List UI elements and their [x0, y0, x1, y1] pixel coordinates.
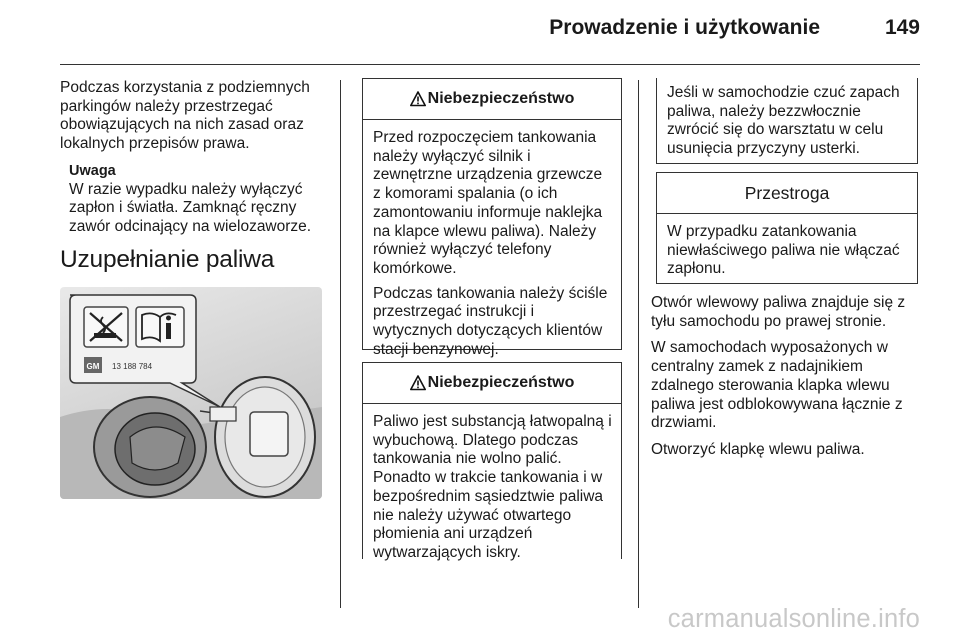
danger-box-2-continued-text: Jeśli w samochodzie czuć zapach paliwa, należy bezzwłocznie zwrócić się do warsztatu w celu usunięcia przyczyny usterki. — [667, 84, 900, 158]
caution-box-text: W przypadku zatankowania niewłaściwego paliwa nie włączać zapłonu. — [667, 223, 900, 278]
header-divider — [60, 64, 920, 65]
warning-triangle-icon — [410, 91, 426, 107]
caution-box-title: Przestroga — [744, 182, 830, 203]
right-paragraph-1: Otwór wlewowy paliwa znajduje się z tyłu samochodu po prawej stronie. — [651, 294, 906, 330]
intro-paragraph: Podczas korzystania z podziemnych parkingów należy przestrzegać obowiązujących na nich zasad oraz lokalnych przepisów prawa. — [60, 79, 310, 153]
page-header — [0, 0, 960, 66]
note-text: W razie wypadku należy wyłączyć zapłon i światła. Zamknąć ręczny zawór odcinający na wielozaworze. — [69, 180, 312, 235]
fuel-flap-figure — [60, 287, 322, 499]
danger-box-2-header — [363, 363, 621, 404]
note-block — [60, 162, 332, 237]
danger-box-2-continued-body — [657, 78, 917, 169]
danger-box-1-text-1: Przed rozpoczęciem tankowania należy wyłączyć silnik i zewnętrzne urządzenia grzewcze z komorami spalania (o ich zamontowaniu informuje naklejka na klapce wlewu paliwa). Należy również wyłączyć telefony komórkowe. — [373, 129, 603, 277]
caution-box-body — [657, 214, 917, 289]
watermark: carmanualsonline.info — [667, 605, 920, 633]
gm-logo-text: GM — [86, 362, 100, 372]
warning-triangle-icon — [410, 375, 426, 391]
right-paragraph-2: W samochodach wyposażonych w centralny zamek z nadajnikiem zdalnego sterowania klapka wlewu paliwa jest odblokowywana łącznie z drzwiami. — [651, 339, 903, 432]
column-divider-1 — [340, 80, 341, 608]
danger-box-1-title: Niebezpieczeństwo — [427, 90, 575, 107]
right-paragraph-3: Otworzyć klapkę wlewu paliwa. — [651, 440, 865, 458]
no-smoking-icon — [84, 307, 128, 347]
danger-box-2 — [362, 362, 622, 559]
caution-box-header — [657, 173, 917, 214]
danger-box-2-text: Paliwo jest substancją łatwopalną i wybuchową. Dlatego podczas tankowania nie wolno palić. Ponadto w trakcie tankowania i w bezpośrednim sąsiedztwie paliwa nie należy używać otwartego płomienia ani urządzeń wytwarzających iskry. — [373, 413, 612, 561]
danger-box-2-body — [363, 404, 621, 573]
column-divider-2 — [638, 80, 639, 608]
danger-box-2-title: Niebezpieczeństwo — [427, 374, 575, 391]
danger-box-1-text-2: Podczas tankowania należy ściśle przestrzegać instrukcji i wytycznych dotyczących klientów stacji benzynowej. — [373, 284, 608, 358]
danger-box-1 — [362, 78, 622, 358]
danger-box-2-continued — [656, 78, 918, 164]
figure-code: 13 188 784 — [112, 362, 153, 372]
section-title: Uzupełnianie paliwa — [60, 245, 275, 273]
page-number: 149 — [884, 16, 920, 39]
column-right — [651, 294, 923, 468]
fuel-flap-illustration — [60, 287, 322, 499]
danger-box-1-header — [363, 79, 621, 120]
header-title: Prowadzenie i użytkowanie — [549, 16, 820, 39]
column-left — [60, 79, 332, 499]
manual-info-icon — [136, 307, 184, 347]
gm-logo-icon — [84, 357, 102, 373]
danger-box-1-body — [363, 120, 621, 369]
note-label: Uwaga — [69, 162, 116, 179]
caution-box — [656, 172, 918, 284]
